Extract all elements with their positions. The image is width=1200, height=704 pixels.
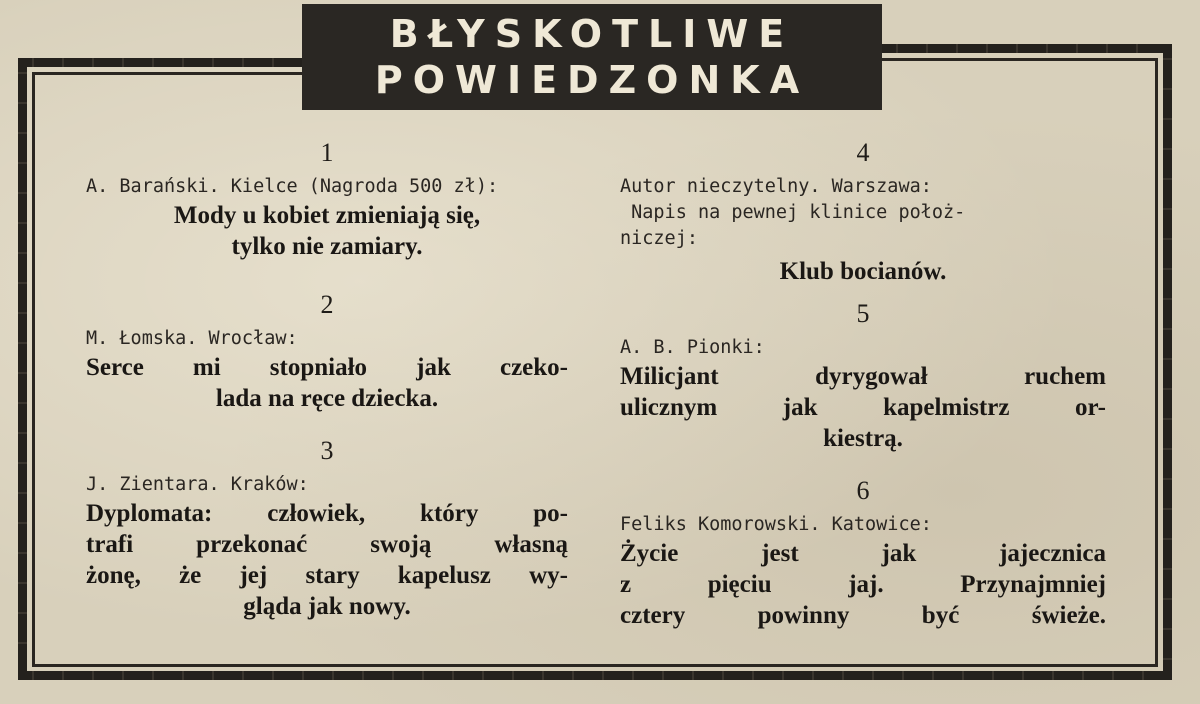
frame-top-right-rule [882,58,1158,61]
saying-number: 5 [856,299,870,328]
frame-left-rule [32,72,35,666]
saying-number: 3 [320,436,334,465]
saying-author: A. B. Pionki: [620,337,765,358]
saying-number: 4 [856,138,870,167]
frame-right-rule [1155,58,1158,664]
saying-quote-line: Klub bocianów. [779,258,947,285]
saying-5 [620,299,1106,454]
saying-quote-line: trafi przekonać swoją własną [86,531,568,558]
saying-quote-line: kiestrą. [823,425,903,452]
saying-number: 1 [320,138,334,167]
saying-4 [620,138,1106,287]
saying-note-line: niczej: [620,228,698,249]
frame-top-right [882,44,1172,53]
saying-quote-line: Życie jest jak jajecznica [620,540,1106,567]
saying-quote-line: Serce mi stopniało jak czeko- [86,354,568,381]
saying-quote-line: cztery powinny być świeże. [620,602,1106,629]
frame-left [18,58,27,680]
saying-quote-line: gląda jak nowy. [243,593,411,620]
saying-author: J. Zientara. Kraków: [86,474,309,495]
saying-3 [86,436,568,622]
saying-6 [620,476,1106,631]
saying-2 [86,290,568,414]
saying-note-line: Napis na pewnej klinice położ- [620,202,966,223]
saying-quote-line: ulicznym jak kapelmistrz or- [620,394,1106,421]
saying-author: M. Łomska. Wrocław: [86,328,298,349]
left-column [86,138,568,622]
saying-author: Autor nieczytelny. Warszawa: [620,176,932,197]
saying-number: 6 [856,476,870,505]
saying-quote-line: Milicjant dyrygował ruchem [620,363,1106,390]
title-line-2: POWIEDZONKA [374,58,810,102]
saying-quote-line: tylko nie zamiary. [231,233,423,260]
title-line-1: BŁYSKOTLIWE [389,12,795,56]
frame-bottom-rule [32,664,1158,667]
title-banner [302,4,882,110]
saying-number: 2 [320,290,334,319]
saying-quote-line: lada na ręce dziecka. [215,385,439,412]
saying-author: A. Barański. Kielce (Nagroda 500 zł): [86,176,499,197]
frame-right [1163,44,1172,678]
saying-author: Feliks Komorowski. Katowice: [620,514,932,535]
frame-top-left [18,58,302,67]
saying-quote-line: Mody u kobiet zmieniają się, [173,202,481,229]
saying-1 [86,138,568,262]
frame-top-left-rule [32,72,302,75]
saying-quote-line: z pięciu jaj. Przynajmniej [620,571,1106,598]
saying-quote-line: Dyplomata: człowiek, który po- [86,500,568,527]
frame-bottom [18,671,1172,680]
saying-quote-line: żonę, że jej stary kapelusz wy- [86,562,568,589]
right-column [620,138,1106,631]
